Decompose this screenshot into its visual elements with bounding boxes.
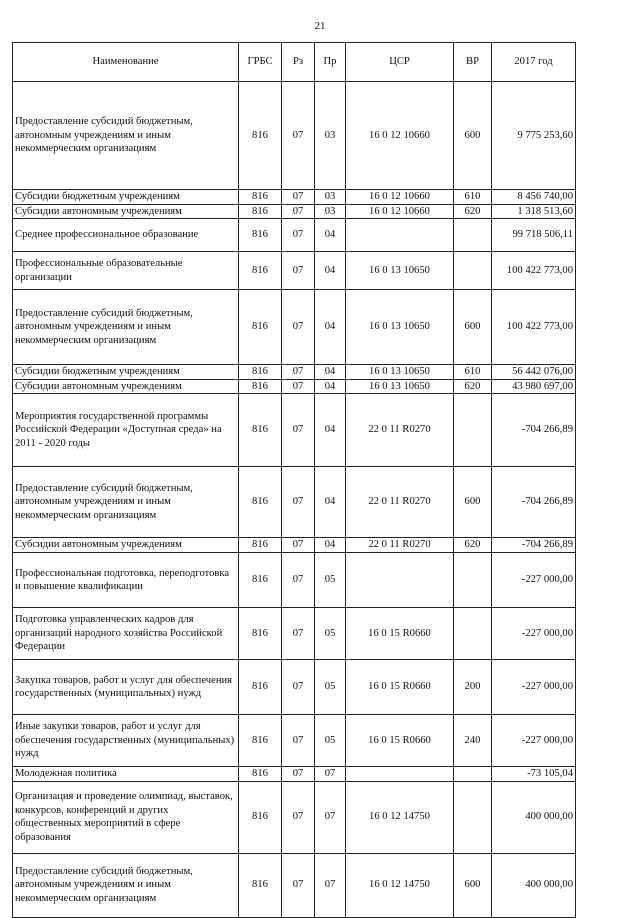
- row-grbs: 816: [239, 467, 282, 538]
- row-grbs: 816: [239, 82, 282, 190]
- header-csr: ЦСР: [346, 43, 454, 82]
- row-csr: [346, 767, 454, 782]
- row-name: Мероприятия государственной программы Российской Федерации «Доступная среда» на 2011 - 2020 годы: [13, 394, 239, 467]
- row-pr: 03: [315, 190, 346, 205]
- row-csr: 16 0 15 R0660: [346, 608, 454, 660]
- row-amount: 100 422 773,00: [492, 252, 576, 290]
- row-name: Субсидии бюджетным учреждениям: [13, 190, 239, 205]
- row-grbs: 816: [239, 553, 282, 608]
- row-pr: 04: [315, 394, 346, 467]
- row-vr: 610: [454, 365, 492, 380]
- row-grbs: 816: [239, 767, 282, 782]
- row-csr: 16 0 13 10650: [346, 252, 454, 290]
- row-pr: 04: [315, 538, 346, 553]
- row-pr: 07: [315, 767, 346, 782]
- table-row: [13, 190, 576, 205]
- row-grbs: 816: [239, 379, 282, 394]
- row-csr: 16 0 12 14750: [346, 781, 454, 853]
- row-vr: 600: [454, 467, 492, 538]
- row-pr: 04: [315, 290, 346, 365]
- row-grbs: 816: [239, 365, 282, 380]
- row-rz: 07: [282, 190, 315, 205]
- row-rz: 07: [282, 290, 315, 365]
- row-name: Организация и проведение олимпиад, выставок, конкурсов, конференций и других общественных мероприятий в сфере образования: [13, 781, 239, 853]
- row-grbs: 816: [239, 660, 282, 715]
- table-row: [13, 467, 576, 538]
- table-row: [13, 853, 576, 917]
- header-rz: Рз: [282, 43, 315, 82]
- header-name: Наименование: [13, 43, 239, 82]
- row-grbs: 816: [239, 538, 282, 553]
- row-name: Молодежная политика: [13, 767, 239, 782]
- row-vr: [454, 781, 492, 853]
- row-csr: 16 0 15 R0660: [346, 660, 454, 715]
- row-amount: -227 000,00: [492, 608, 576, 660]
- budget-table: [12, 42, 576, 918]
- row-name: Среднее профессиональное образование: [13, 219, 239, 252]
- row-csr: 16 0 13 10650: [346, 290, 454, 365]
- row-pr: 04: [315, 379, 346, 394]
- table-row: [13, 715, 576, 767]
- row-rz: 07: [282, 715, 315, 767]
- row-rz: 07: [282, 394, 315, 467]
- table-row: [13, 781, 576, 853]
- row-amount: 100 422 773,00: [492, 290, 576, 365]
- row-name: Субсидии автономным учреждениям: [13, 379, 239, 394]
- row-amount: -227 000,00: [492, 660, 576, 715]
- row-grbs: 816: [239, 204, 282, 219]
- row-csr: 16 0 12 10660: [346, 204, 454, 219]
- row-rz: 07: [282, 660, 315, 715]
- row-vr: [454, 394, 492, 467]
- table-row: [13, 538, 576, 553]
- row-pr: 04: [315, 219, 346, 252]
- row-grbs: 816: [239, 715, 282, 767]
- row-vr: [454, 252, 492, 290]
- table-row: [13, 553, 576, 608]
- row-vr: 600: [454, 853, 492, 917]
- row-vr: [454, 553, 492, 608]
- row-csr: [346, 553, 454, 608]
- row-csr: 16 0 12 10660: [346, 82, 454, 190]
- row-csr: 22 0 11 R0270: [346, 467, 454, 538]
- row-rz: 07: [282, 82, 315, 190]
- row-grbs: 816: [239, 290, 282, 365]
- row-name: Подготовка управленческих кадров для организаций народного хозяйства Российской Федерации: [13, 608, 239, 660]
- header-grbs: ГРБС: [239, 43, 282, 82]
- row-vr: 620: [454, 538, 492, 553]
- row-amount: -227 000,00: [492, 715, 576, 767]
- row-pr: 04: [315, 252, 346, 290]
- header-row: [13, 43, 576, 82]
- row-csr: 16 0 12 14750: [346, 853, 454, 917]
- header-vr: ВР: [454, 43, 492, 82]
- row-vr: [454, 219, 492, 252]
- table-row: [13, 660, 576, 715]
- row-pr: 05: [315, 715, 346, 767]
- row-amount: -73 105,04: [492, 767, 576, 782]
- row-rz: 07: [282, 379, 315, 394]
- table-row: [13, 365, 576, 380]
- row-rz: 07: [282, 767, 315, 782]
- row-amount: -704 266,89: [492, 467, 576, 538]
- row-pr: 04: [315, 365, 346, 380]
- row-csr: 22 0 11 R0270: [346, 394, 454, 467]
- table-row: [13, 290, 576, 365]
- row-grbs: 816: [239, 853, 282, 917]
- row-csr: 16 0 13 10650: [346, 379, 454, 394]
- row-name: Субсидии бюджетным учреждениям: [13, 365, 239, 380]
- row-grbs: 816: [239, 219, 282, 252]
- row-name: Профессиональные образовательные организации: [13, 252, 239, 290]
- row-grbs: 816: [239, 252, 282, 290]
- row-grbs: 816: [239, 608, 282, 660]
- table-row: [13, 219, 576, 252]
- row-amount: 99 718 506,11: [492, 219, 576, 252]
- row-rz: 07: [282, 553, 315, 608]
- row-amount: 9 775 253,60: [492, 82, 576, 190]
- row-vr: 240: [454, 715, 492, 767]
- row-name: Предоставление субсидий бюджетным, автономным учреждениям и иным некоммерческим организациям: [13, 467, 239, 538]
- row-pr: 04: [315, 467, 346, 538]
- row-name: Предоставление субсидий бюджетным, автономным учреждениям и иным некоммерческим организациям: [13, 290, 239, 365]
- row-vr: [454, 767, 492, 782]
- row-rz: 07: [282, 219, 315, 252]
- row-amount: 56 442 076,00: [492, 365, 576, 380]
- table-row: [13, 379, 576, 394]
- row-amount: 1 318 513,60: [492, 204, 576, 219]
- row-amount: -704 266,89: [492, 394, 576, 467]
- table-row: [13, 394, 576, 467]
- row-vr: 610: [454, 190, 492, 205]
- page-number: 21: [314, 20, 326, 32]
- header-pr: Пр: [315, 43, 346, 82]
- table-row: [13, 767, 576, 782]
- row-name: Субсидии автономным учреждениям: [13, 538, 239, 553]
- row-name: Предоставление субсидий бюджетным, автономным учреждениям и иным некоммерческим организациям: [13, 82, 239, 190]
- row-csr: [346, 219, 454, 252]
- row-pr: 07: [315, 853, 346, 917]
- row-grbs: 816: [239, 190, 282, 205]
- row-name: Закупка товаров, работ и услуг для обеспечения государственных (муниципальных) нужд: [13, 660, 239, 715]
- table-row: [13, 82, 576, 190]
- row-amount: 400 000,00: [492, 853, 576, 917]
- row-rz: 07: [282, 538, 315, 553]
- row-amount: -704 266,89: [492, 538, 576, 553]
- row-amount: 400 000,00: [492, 781, 576, 853]
- row-name: Иные закупки товаров, работ и услуг для обеспечения государственных (муниципальных) нужд: [13, 715, 239, 767]
- row-vr: 200: [454, 660, 492, 715]
- row-pr: 03: [315, 204, 346, 219]
- row-vr: 620: [454, 204, 492, 219]
- row-name: Предоставление субсидий бюджетным, автономным учреждениям и иным некоммерческим организациям: [13, 853, 239, 917]
- row-vr: 600: [454, 290, 492, 365]
- row-pr: 03: [315, 82, 346, 190]
- row-csr: 22 0 11 R0270: [346, 538, 454, 553]
- row-vr: 620: [454, 379, 492, 394]
- row-rz: 07: [282, 608, 315, 660]
- row-grbs: 816: [239, 781, 282, 853]
- row-rz: 07: [282, 467, 315, 538]
- row-amount: 43 980 697,00: [492, 379, 576, 394]
- row-vr: 600: [454, 82, 492, 190]
- row-vr: [454, 608, 492, 660]
- row-csr: 16 0 13 10650: [346, 365, 454, 380]
- row-rz: 07: [282, 252, 315, 290]
- row-grbs: 816: [239, 394, 282, 467]
- row-pr: 07: [315, 781, 346, 853]
- row-csr: 16 0 12 10660: [346, 190, 454, 205]
- table-row: [13, 252, 576, 290]
- row-name: Профессиональная подготовка, переподготовка и повышение квалификации: [13, 553, 239, 608]
- row-csr: 16 0 15 R0660: [346, 715, 454, 767]
- row-rz: 07: [282, 365, 315, 380]
- row-amount: -227 000,00: [492, 553, 576, 608]
- row-rz: 07: [282, 781, 315, 853]
- row-rz: 07: [282, 204, 315, 219]
- table-row: [13, 204, 576, 219]
- row-pr: 05: [315, 553, 346, 608]
- row-pr: 05: [315, 660, 346, 715]
- row-rz: 07: [282, 853, 315, 917]
- table-row: [13, 608, 576, 660]
- row-name: Субсидии автономным учреждениям: [13, 204, 239, 219]
- row-amount: 8 456 740,00: [492, 190, 576, 205]
- header-amount: 2017 год: [492, 43, 576, 82]
- row-pr: 05: [315, 608, 346, 660]
